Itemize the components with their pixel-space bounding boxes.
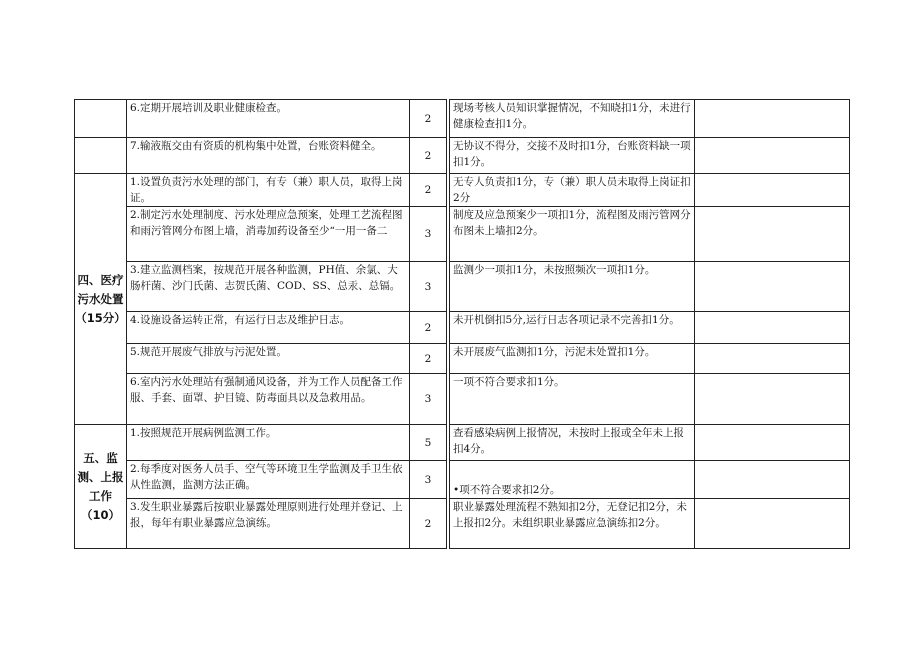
score-cell: 2 xyxy=(410,499,447,549)
result-cell xyxy=(695,461,850,499)
score-cell: 3 xyxy=(410,374,447,425)
category-cell-empty xyxy=(75,138,127,174)
item-cell: 7.输液瓶交由有资质的机构集中处置，台账资料健全。 xyxy=(127,138,410,174)
table-row xyxy=(75,461,850,499)
result-cell xyxy=(695,499,850,549)
table-row xyxy=(75,174,850,207)
item-cell: 3.建立监测档案，按规范开展各种监测，PH值、余氯、大肠杆菌、沙门氏菌、志贺氏菌、COD、SS、总汞、总镉。 xyxy=(127,262,410,312)
deduction-rule-cell: 一项不符合要求扣1分。 xyxy=(450,374,695,425)
table-row xyxy=(75,499,850,549)
table-row xyxy=(75,138,850,174)
deduction-rule-cell: 职业暴露处理流程不熟知扣2分，无登记扣2分，未上报扣2分。未组织职业暴露应急演练扣2分。 xyxy=(450,499,695,549)
score-cell: 3 xyxy=(410,262,447,312)
item-cell: 5.规范开展废气排放与污泥处置。 xyxy=(127,344,410,374)
result-cell xyxy=(695,207,850,262)
score-cell: 5 xyxy=(410,425,447,461)
item-cell: 2.制定污水处理制度、污水处理应急预案，处理工艺流程图和雨污管网分布图上墙，消毒加药设备至少“一用一备二 xyxy=(127,207,410,262)
result-cell xyxy=(695,174,850,207)
score-cell: 3 xyxy=(410,207,447,262)
deduction-rule-cell: 无专人负责扣1分，专（兼）职人员未取得上岗证扣2分 xyxy=(450,174,695,207)
result-cell xyxy=(695,312,850,344)
table-row xyxy=(75,425,850,461)
result-cell xyxy=(695,138,850,174)
item-cell: 6.定期开展培训及职业健康检查。 xyxy=(127,100,410,138)
deduction-rule-cell: 查看感染病例上报情况，未按时上报或全年未上报扣4分。 xyxy=(450,425,695,461)
result-cell xyxy=(695,425,850,461)
deduction-rule-cell: 制度及应急预案少一项扣1分，流程图及雨污管网分布图未上墙扣2分。 xyxy=(450,207,695,262)
table-row xyxy=(75,312,850,344)
item-cell: 1.设置负责污水处理的部门，有专（兼）职人员，取得上岗证。 xyxy=(127,174,410,207)
table-row xyxy=(75,100,850,138)
category-medical-sewage: 四、医疗污水处置（15分） xyxy=(75,174,127,425)
result-cell xyxy=(695,344,850,374)
score-cell: 2 xyxy=(410,174,447,207)
item-cell: 2.每季度对医务人员手、空气等环境卫生学监测及手卫生依从性监测，监测方法正确。 xyxy=(127,461,410,499)
category-cell-empty xyxy=(75,100,127,138)
table-row xyxy=(75,207,850,262)
score-cell: 2 xyxy=(410,312,447,344)
score-cell: 2 xyxy=(410,344,447,374)
item-cell: 4.设施设备运转正常，有运行日志及维护日志。 xyxy=(127,312,410,344)
table-row xyxy=(75,344,850,374)
deduction-rule-cell: 未开展废气监测扣1分，污泥未处置扣1分。 xyxy=(450,344,695,374)
deduction-rule-cell: 未开机倒扣5分,运行日志各项记录不完善扣1分。 xyxy=(450,312,695,344)
item-cell: 1.按照规范开展病例监测工作。 xyxy=(127,425,410,461)
deduction-rule-cell: 监测少一项扣1分，未按照频次一项扣1分。 xyxy=(450,262,695,312)
item-cell: 6.室内污水处理站有强制通风设备，并为工作人员配备工作服、手套、面罩、护目镜、防毒面具以及急救用品。 xyxy=(127,374,410,425)
table-row xyxy=(75,262,850,312)
deduction-rule-cell: •项不符合要求扣2分。 xyxy=(450,461,695,499)
result-cell xyxy=(695,100,850,138)
item-cell: 3.发生职业暴露后按职业暴露处理原则进行处理并登记、上报，每年有职业暴露应急演练。 xyxy=(127,499,410,549)
category-monitoring: 五、监测、上报工作（10） xyxy=(75,425,127,549)
score-cell: 2 xyxy=(410,100,447,138)
score-cell: 3 xyxy=(410,461,447,499)
result-cell xyxy=(695,262,850,312)
result-cell xyxy=(695,374,850,425)
deduction-rule-cell: 现场考核人员知识掌握情况，不知晓扣1分，未进行健康检查扣1分。 xyxy=(450,100,695,138)
table-row xyxy=(75,374,850,425)
score-cell: 2 xyxy=(410,138,447,174)
scoring-table xyxy=(74,99,850,549)
deduction-rule-cell: 无协议不得分，交接不及时扣1分，台账资料缺一项扣1分。 xyxy=(450,138,695,174)
